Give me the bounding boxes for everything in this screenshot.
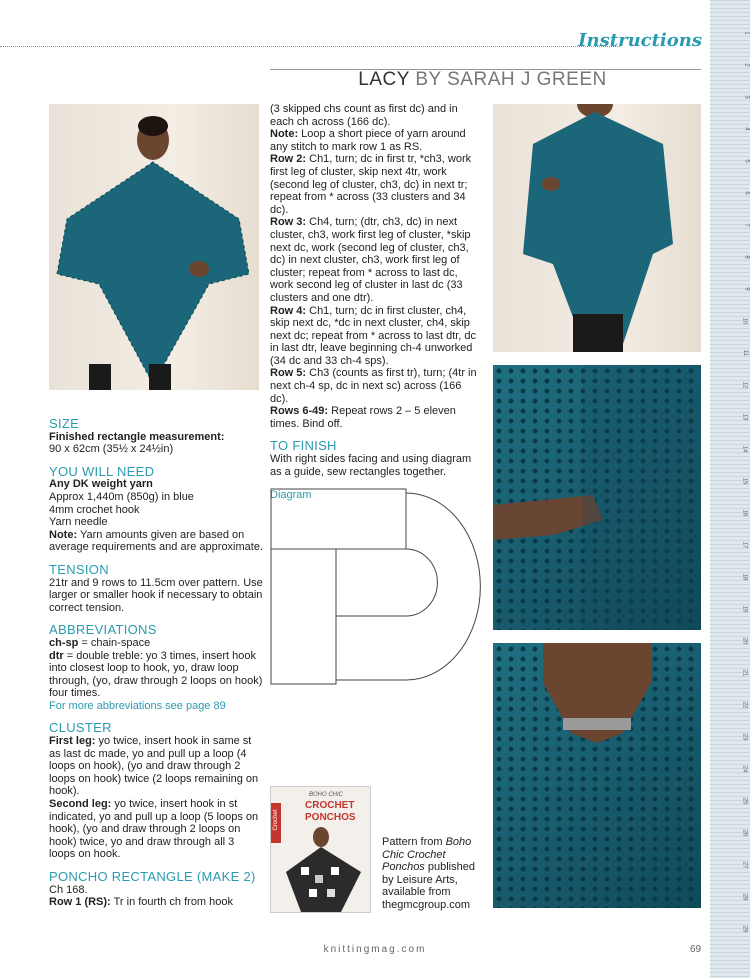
more-abbreviations-link[interactable]: For more abbreviations see page 89 (49, 699, 226, 712)
ruler-label: 5 (743, 159, 750, 163)
ruler-label: 12 (741, 381, 748, 389)
ruler-label: 18 (741, 573, 748, 581)
ruler-label: 24 (741, 765, 748, 773)
materials-line-3: Yarn needle (49, 516, 108, 529)
tension-heading: TENSION (49, 561, 109, 577)
seam-arc-outer (406, 493, 480, 680)
ruler-label: 22 (741, 701, 748, 709)
materials-note: Note: Yarn amounts given are based on average requirements and are approximate. (49, 528, 264, 554)
ruler-label: 16 (741, 509, 748, 517)
book-title-2: PONCHOS (305, 812, 356, 823)
detail-photo-hand (493, 365, 701, 630)
cluster-second-leg: Second leg: yo twice, insert hook in st indicated, yo and pull up a loop (5 loops on hook), (yo and draw through 2 loops on hook) twice, yo and draw through all 3 loops on hook. (49, 798, 259, 861)
abbrev-chsp: ch-sp = chain-space (49, 636, 151, 649)
poncho-heading: PONCHO RECTANGLE (MAKE 2) (49, 869, 256, 884)
byline: BY SARAH J GREEN (415, 69, 607, 90)
ruler-label: 7 (743, 223, 750, 227)
row-5: Row 5: Ch3 (counts as first tr), turn; (4tr in next ch-4 sp, dc in next sc) across (166 dc). (270, 367, 477, 405)
diagram-label: Diagram (270, 489, 312, 502)
ruler-label: 14 (741, 445, 748, 453)
assembly-diagram (270, 488, 485, 688)
ruler-label: 2 (743, 63, 750, 67)
ruler-label: 15 (741, 477, 748, 485)
row-3: Row 3: Ch4, turn; (dtr, ch3, dc) in next cluster, ch3, work first leg of cluster, *skip next dc, work (second leg of cluster, ch3, dc) in next cluster, ch3, work first leg of cluster; repeat from * across to last dc, work second leg of cluster in last dc (33 clusters and one dtr). (270, 216, 471, 304)
model-hair (138, 116, 168, 136)
ruler-label: 8 (743, 255, 750, 259)
ruler-label: 6 (743, 191, 750, 195)
poncho-shape (57, 162, 249, 384)
poncho-side-shape (523, 112, 673, 344)
model-side-illustration (493, 104, 701, 352)
yarn-type: Any DK weight yarn (49, 478, 153, 491)
book-title-1: CROCHET (305, 800, 355, 811)
ruler-label: 10 (741, 317, 748, 325)
book-small-title: BOHO CHIC (309, 792, 344, 798)
ruler-label: 27 (741, 861, 748, 869)
ruler-label: 23 (741, 733, 748, 741)
seam-arc-inner (336, 549, 437, 616)
ruler-label: 19 (741, 605, 748, 613)
rectangle-side (271, 549, 336, 684)
size-label: Finished rectangle measurement: (49, 430, 225, 443)
materials-line-2: 4mm crochet hook (49, 503, 140, 516)
pattern-name: LACY (358, 69, 410, 90)
header-dotted-line (0, 46, 620, 47)
ruler-label: 20 (741, 637, 748, 645)
row-4: Row 4: Ch1, turn; dc in first cluster, ch4, skip next dc, *dc in next cluster, ch4, skip next dc; repeat from * across to last dtr, dc in last dtr, leave beginning ch-4 unworked (34 dc and 33 ch-4 sps). (270, 304, 477, 367)
model-photo-side (493, 104, 701, 352)
title-rule (270, 69, 701, 70)
page-number: 69 (690, 944, 702, 955)
ruler-label: 29 (741, 925, 748, 933)
book-credit: Pattern from Boho Chic Crochet Ponchos published by Leisure Arts, available from thegmcgroup.com (382, 836, 475, 911)
book-cover (270, 786, 371, 913)
row-2: Row 2: Ch1, turn; dc in first tr, *ch3, work first leg of cluster, skip next 4tr, work (second leg of cluster, ch3, dc) in next tr; repeat from * across (33 clusters and 34 dc). (270, 153, 472, 216)
ruler-label: 25 (741, 797, 748, 805)
cluster-heading: CLUSTER (49, 720, 112, 736)
ruler-label: 11 (741, 349, 748, 357)
rectangle-top (271, 489, 406, 549)
row1-continued: (3 skipped chs count as first dc) and in each ch across (166 dc). (270, 103, 458, 128)
model-illustration (49, 104, 259, 390)
ruler-label: 1 (743, 31, 750, 35)
rows-6-49: Rows 6-49: Repeat rows 2 – 5 eleven times. Bind off. (270, 405, 456, 430)
finish-text: With right sides facing and using diagram as a guide, sew rectangles together. (270, 453, 472, 478)
ruler-label: 17 (741, 541, 748, 549)
footer-website: knittingmag.com (323, 944, 427, 955)
cluster-first-leg: First leg: yo twice, insert hook in same st as last dc made, yo and pull up a loop (4 loops on hook), (yo and draw through 2 loops on hook) twice (2 loops remaining on hook). (49, 735, 259, 798)
row-note: Note: Loop a short piece of yarn around any stitch to mark row 1 as RS. (270, 128, 466, 153)
ruler-label: 3 (743, 95, 750, 99)
ruler-label: 13 (741, 413, 748, 421)
size-heading: SIZE (49, 416, 80, 431)
hand-illustration (493, 365, 701, 630)
poncho-ch: Ch 168. (49, 883, 88, 896)
abbrev-dtr: dtr = double treble: yo 3 times, insert hook into closest loop to hook, yo, draw loop through, (yo, draw through 2 loops on hook) four times. (49, 649, 263, 700)
abbreviations-heading: ABBREVIATIONS (49, 622, 157, 638)
neckline-illustration (493, 643, 701, 908)
size-value: 90 x 62cm (35½ x 24½in) (49, 443, 174, 456)
article-title (264, 69, 701, 91)
section-title: Instructions (578, 30, 702, 51)
side-ruler (710, 0, 750, 978)
book-side-label: Crochet (273, 809, 279, 831)
book-cover-illustration (281, 827, 369, 912)
finish-heading: TO FINISH (270, 438, 337, 454)
left-column (49, 418, 263, 909)
you-will-need-heading: YOU WILL NEED (49, 463, 155, 479)
materials-line-1: Approx 1,440m (850g) in blue (49, 490, 194, 503)
tension-text: 21tr and 9 rows to 11.5cm over pattern. Use larger or smaller hook if necessary to obtain correct tension. (49, 576, 263, 614)
ruler-label: 21 (741, 669, 748, 677)
ruler-label: 4 (743, 127, 750, 131)
middle-column (270, 103, 482, 502)
ruler-label: 26 (741, 829, 748, 837)
model-photo-main (49, 104, 259, 390)
ruler-label: 9 (743, 287, 750, 291)
poncho-row1: Row 1 (RS): Tr in fourth ch from hook (49, 896, 234, 909)
detail-photo-neckline (493, 643, 701, 908)
ruler-label: 28 (741, 893, 748, 901)
